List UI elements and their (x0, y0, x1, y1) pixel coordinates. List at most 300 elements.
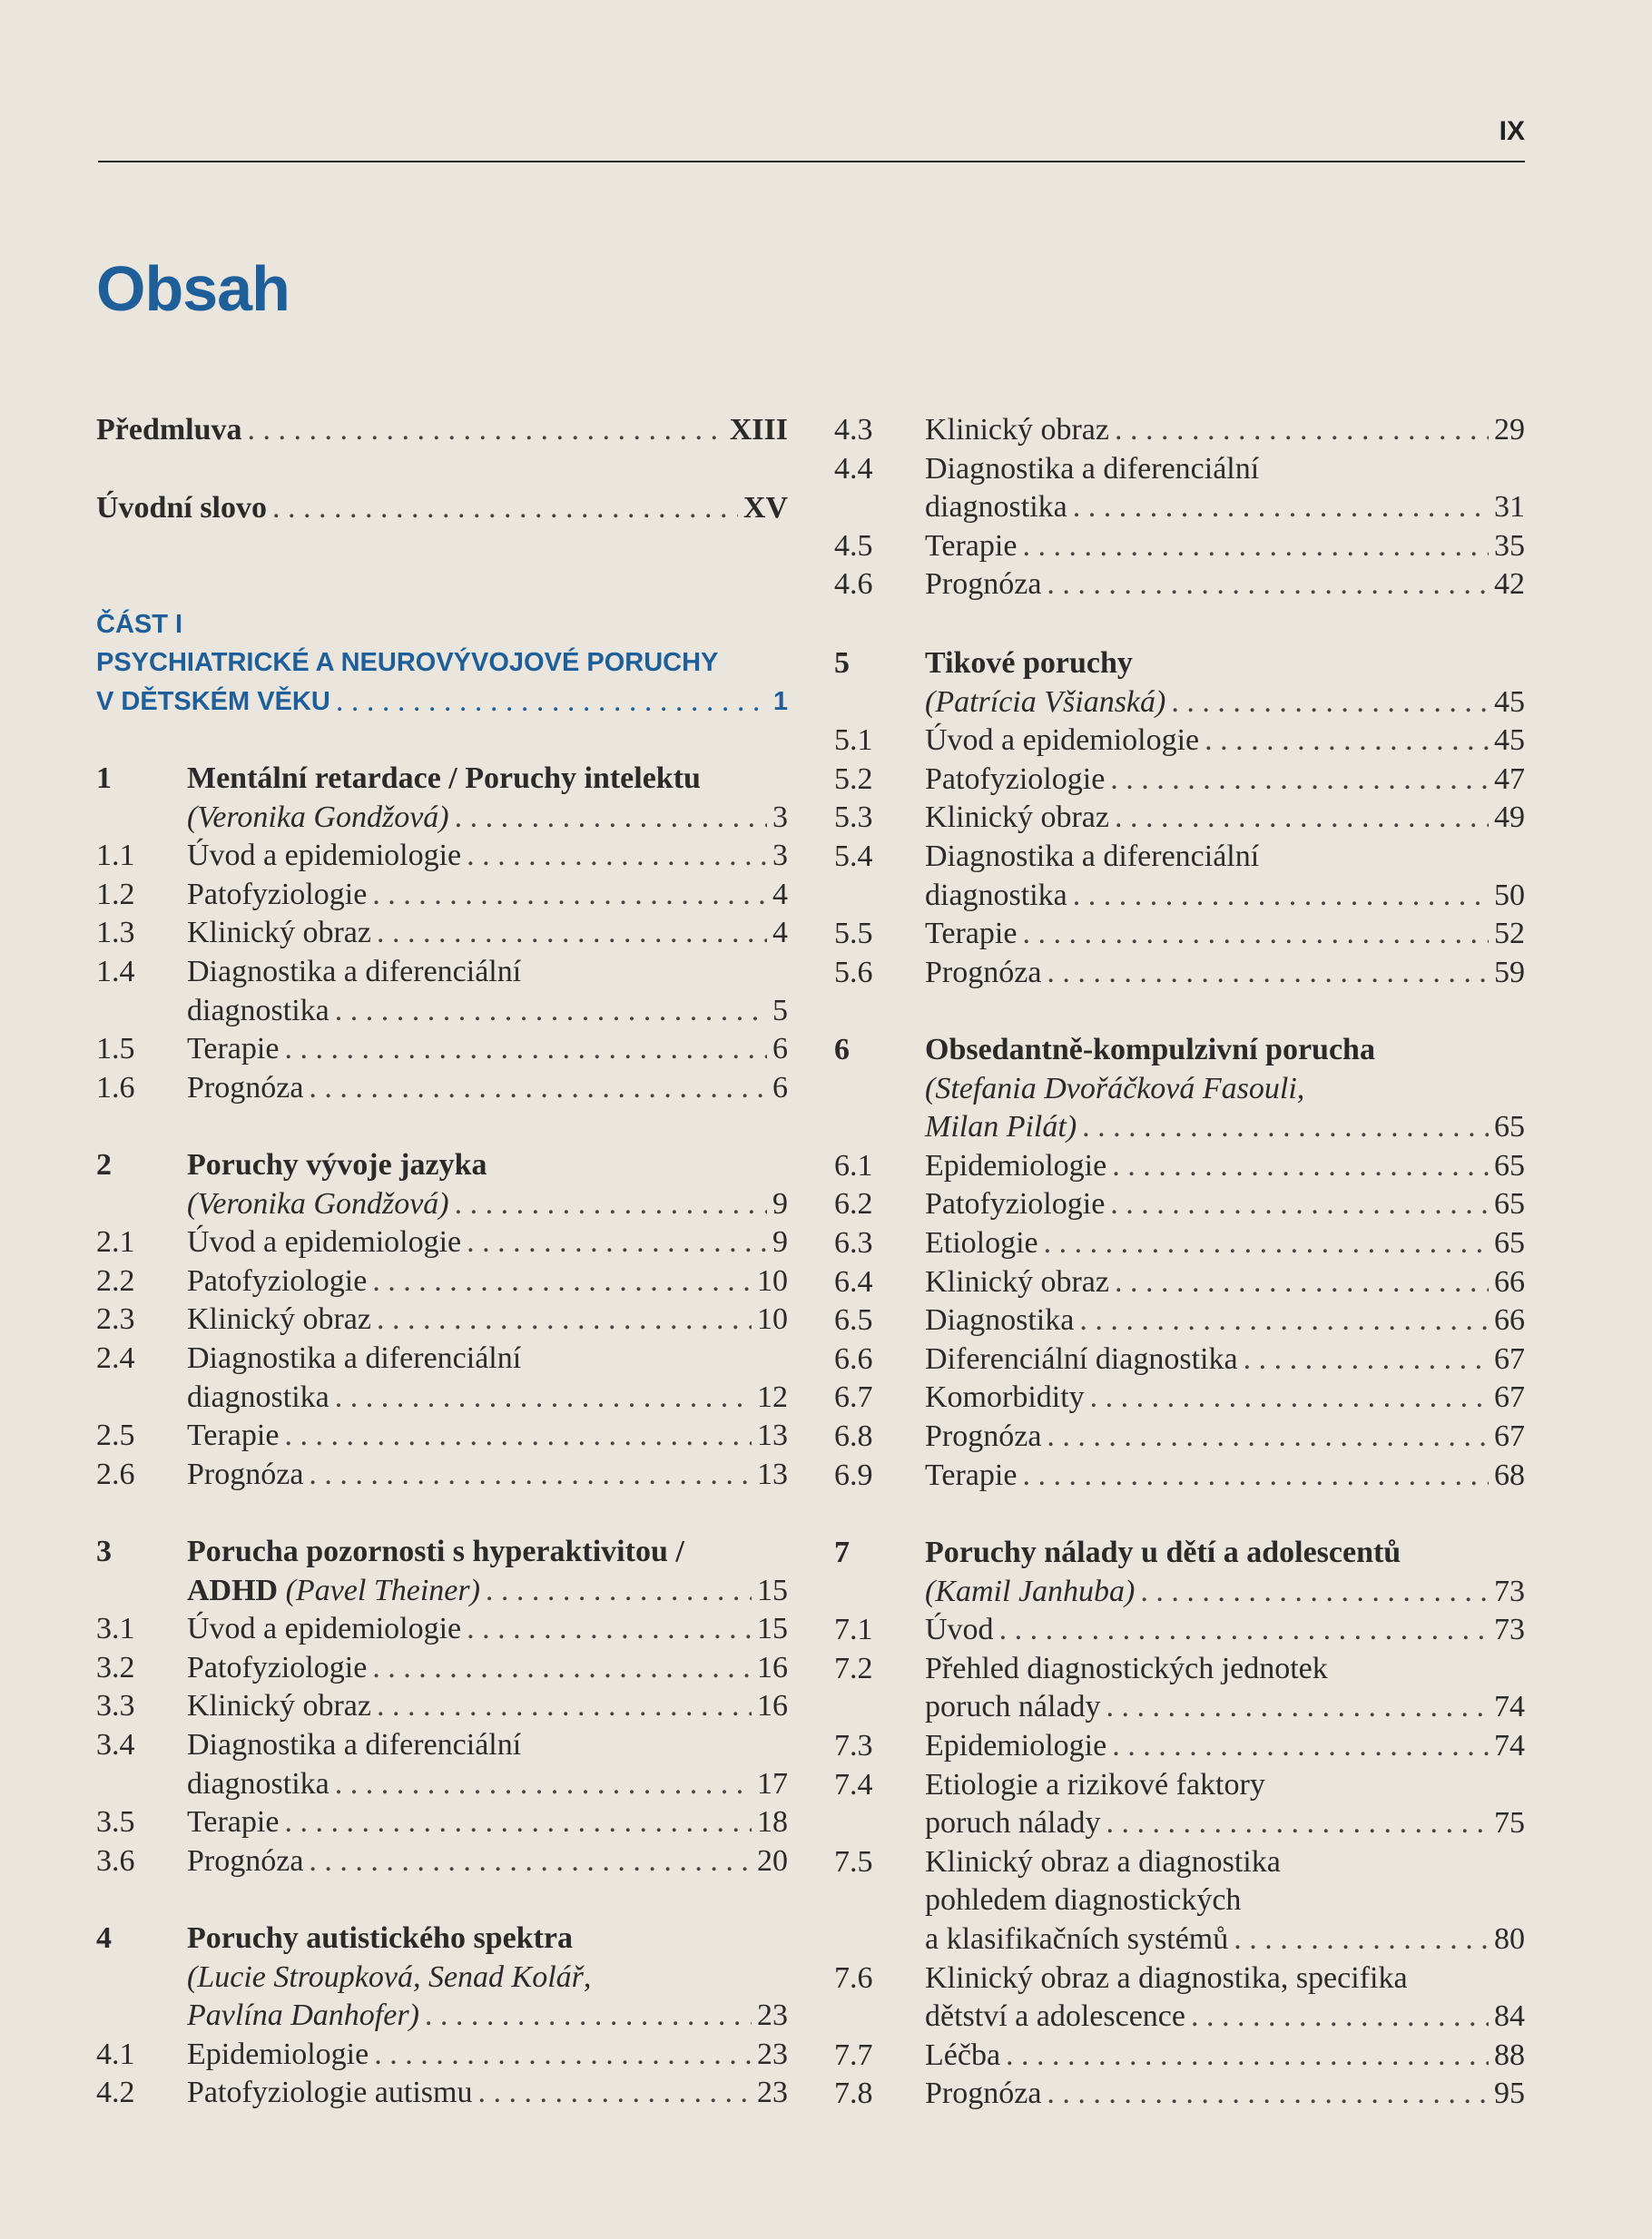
dot-leader (1140, 1572, 1489, 1612)
entry-number: 4.4 (834, 451, 873, 486)
entry-page: 3 (772, 800, 788, 834)
entry-number: 6.1 (834, 1148, 873, 1183)
entry-number: 1.3 (96, 916, 135, 950)
toc-section (96, 1609, 788, 1649)
entry-page: 65 (1494, 1148, 1525, 1183)
toc-section-cont (96, 991, 788, 1031)
section-title: Etiologie (925, 1226, 1038, 1260)
entry-number: 6.6 (834, 1341, 873, 1376)
entry-number: 5.5 (834, 917, 873, 951)
toc-section (96, 875, 788, 915)
dot-leader (999, 1610, 1489, 1650)
toc-chapter-author-cont (96, 1996, 788, 2036)
dot-leader (1115, 410, 1489, 450)
section-title: Úvod a epidemiologie (187, 1225, 462, 1260)
part-title-line2 (96, 682, 788, 722)
dot-leader (272, 488, 738, 528)
chapter-author: (Lucie Stroupková, Senad Kolář, (187, 1959, 592, 1994)
entry-page: 45 (1494, 723, 1525, 758)
entry-number: 6.2 (834, 1187, 873, 1222)
toc-section-cont (834, 1687, 1525, 1727)
entry-page: 52 (1494, 917, 1525, 951)
section-title-cont: diagnostika (187, 1380, 329, 1414)
toc-section (96, 1455, 788, 1495)
toc-front-foreword (96, 410, 788, 450)
entry-page: 10 (757, 1302, 788, 1337)
entry-page: 12 (757, 1380, 788, 1414)
chapter-author-cont: Milan Pilát) (925, 1110, 1077, 1144)
toc-section (834, 1146, 1525, 1186)
toc-section (834, 410, 1525, 450)
section-title: Prognóza (925, 567, 1042, 602)
dot-leader (284, 1802, 752, 1842)
dot-leader (1112, 1726, 1489, 1766)
dot-leader (425, 1996, 752, 2036)
section-title-cont: pohledem diagnostických (925, 1883, 1242, 1918)
dot-leader (1115, 798, 1489, 838)
dot-leader (1244, 1340, 1489, 1380)
dot-leader (284, 1029, 767, 1069)
entry-page: 75 (1494, 1806, 1525, 1841)
entry-page: XV (742, 491, 788, 525)
dot-leader (1047, 1417, 1489, 1457)
toc-chapter (96, 759, 788, 799)
entry-number: 7.5 (834, 1844, 873, 1879)
dot-leader (467, 1609, 752, 1649)
chapter-title: Tikové poruchy (925, 646, 1133, 680)
toc-section (96, 1802, 788, 1842)
toc-section-cont (834, 876, 1525, 916)
section-title: Klinický obraz a diagnostika, specifika (925, 1960, 1408, 1995)
dot-leader (372, 1648, 752, 1688)
toc-chapter-author (96, 1958, 788, 1998)
dot-leader (1090, 1378, 1489, 1418)
toc-section (834, 760, 1525, 800)
toc-section (834, 1765, 1525, 1805)
entry-number: 1.2 (96, 877, 135, 911)
entry-number: 6.5 (834, 1303, 873, 1338)
entry-number: 7 (834, 1536, 850, 1569)
entry-number: 6.3 (834, 1226, 873, 1260)
entry-number: 2.5 (96, 1419, 135, 1453)
entry-page: 88 (1494, 2038, 1525, 2072)
entry-number: 2.6 (96, 1457, 135, 1491)
dot-leader (335, 1378, 752, 1418)
section-title: Patofyziologie (187, 1650, 368, 1684)
entry-page: 6 (772, 1032, 788, 1066)
dot-leader (1205, 721, 1489, 761)
section-title: Klinický obraz a diagnostika (925, 1844, 1281, 1879)
section-title: Klinický obraz (925, 413, 1109, 447)
entry-page: 67 (1494, 1419, 1525, 1453)
entry-number: 1.6 (96, 1070, 135, 1105)
section-title: Klinický obraz (187, 916, 371, 950)
chapter-author: (Kamil Janhuba) (925, 1574, 1136, 1608)
dot-leader (467, 1223, 767, 1262)
section-title-cont: diagnostika (187, 1766, 329, 1801)
section-title: Patofyziologie (187, 1263, 368, 1298)
toc-section (834, 1842, 1525, 1882)
section-title: Klinický obraz (925, 800, 1109, 835)
entry-page: 10 (757, 1263, 788, 1298)
chapter-title: Poruchy nálady u dětí a adolescentů (925, 1536, 1401, 1569)
section-title: Patofyziologie (187, 877, 368, 911)
dot-leader (455, 1184, 767, 1224)
entry-number: 5 (834, 646, 850, 680)
entry-page: 23 (757, 2037, 788, 2071)
dot-leader (1073, 876, 1489, 916)
dot-leader (377, 913, 767, 953)
section-title: Přehled diagnostických jednotek (925, 1651, 1328, 1685)
dot-leader (1047, 2074, 1489, 2114)
dot-leader (336, 682, 768, 722)
dot-leader (1106, 1687, 1489, 1727)
section-title: Epidemiologie (187, 2037, 369, 2071)
toc-chapter-author (96, 798, 788, 838)
dot-leader (1044, 1223, 1489, 1263)
toc-section (96, 1223, 788, 1262)
dot-leader (309, 1841, 752, 1881)
entry-page: 59 (1494, 955, 1525, 989)
entry-page: 45 (1494, 684, 1525, 719)
toc-section (834, 798, 1525, 838)
toc-chapter-cont (96, 1571, 788, 1611)
entry-page: 5 (772, 993, 788, 1027)
chapter-title: Poruchy vývoje jazyka (187, 1148, 487, 1182)
section-title: Diagnostika a diferenciální (925, 451, 1260, 486)
toc-section (96, 1029, 788, 1069)
section-title: Prognóza (187, 1843, 304, 1878)
toc-chapter-author-cont (834, 1107, 1525, 1147)
toc-section (834, 565, 1525, 604)
toc-chapter-author (834, 1572, 1525, 1612)
toc-section (96, 1686, 788, 1726)
entry-page: 74 (1494, 1729, 1525, 1763)
section-title-cont: poruch nálady (925, 1690, 1101, 1724)
toc-section (834, 526, 1525, 566)
dot-leader (455, 798, 767, 838)
section-title-cont: diagnostika (925, 878, 1067, 912)
toc-section (96, 1339, 788, 1379)
dot-leader (248, 410, 724, 450)
section-title: Diagnostika a diferenciální (187, 955, 522, 988)
entry-number: 2.3 (96, 1302, 135, 1337)
toc-section (834, 1340, 1525, 1380)
toc-section (96, 1068, 788, 1108)
dot-leader (374, 2035, 752, 2075)
entry-page: 3 (772, 839, 788, 873)
section-title: Diagnostika (925, 1303, 1075, 1338)
chapter-title: Porucha pozornosti s hyperaktivitou / (187, 1535, 684, 1568)
chapter-title: Poruchy autistického spektra (187, 1921, 573, 1955)
chapter-title-cont: ADHD (187, 1573, 279, 1607)
toc-section (834, 837, 1525, 877)
section-title: Epidemiologie (925, 1729, 1107, 1763)
toc-section (96, 1262, 788, 1301)
entry-page: 73 (1494, 1613, 1525, 1647)
section-title: Terapie (925, 917, 1018, 951)
entry-number: 7.6 (834, 1960, 873, 1995)
entry-number: 4.5 (834, 528, 873, 563)
entry-page: 73 (1494, 1574, 1525, 1608)
entry-page: 15 (757, 1573, 788, 1607)
chapter-author: (Veronika Gondžová) (187, 1186, 449, 1221)
entry-page: 74 (1494, 1690, 1525, 1724)
entry-number: 1 (96, 761, 112, 795)
entry-number: 3.1 (96, 1612, 135, 1646)
toc-section (96, 1841, 788, 1881)
entry-page: 13 (757, 1457, 788, 1491)
header-rule (98, 161, 1525, 162)
dot-leader (1022, 1456, 1489, 1496)
section-title: Prognóza (187, 1457, 304, 1491)
toc-section (96, 1725, 788, 1765)
entry-number: 7.8 (834, 2077, 873, 2111)
entry-page: 20 (757, 1843, 788, 1878)
entry-page: XIII (729, 413, 788, 447)
chapter-author: (Pavel Theiner) (285, 1573, 480, 1607)
toc-section (834, 1184, 1525, 1224)
entry-number: 5.2 (834, 761, 873, 796)
entry-number: 4.2 (96, 2076, 135, 2110)
toc-section (834, 1959, 1525, 1998)
dot-leader (1234, 1920, 1489, 1959)
entry-number: 4.3 (834, 413, 873, 447)
entry-page: 9 (772, 1225, 788, 1260)
entry-page: 65 (1494, 1110, 1525, 1144)
entry-number: 3.5 (96, 1805, 135, 1840)
entry-page: 68 (1494, 1458, 1525, 1492)
entry-page: 16 (757, 1650, 788, 1684)
section-title: Komorbidity (925, 1380, 1085, 1415)
page-title: Obsah (96, 253, 290, 324)
section-title-cont: a klasifikačních systémů (925, 1922, 1229, 1956)
entry-number: 1.4 (96, 955, 135, 988)
section-title-cont: dětství a adolescence (925, 1999, 1185, 2034)
entry-page: 50 (1494, 878, 1525, 912)
entry-number: 7.1 (834, 1613, 873, 1647)
toc-section-cont (96, 1764, 788, 1804)
entry-page: 65 (1494, 1187, 1525, 1222)
intro-title: Úvodní slovo (96, 491, 267, 525)
chapter-author-cont: Pavlína Danhofer) (187, 1998, 419, 2033)
dot-leader (1171, 683, 1489, 722)
entry-page: 35 (1494, 528, 1525, 563)
dot-leader (1191, 1997, 1489, 2037)
entry-page: 13 (757, 1419, 788, 1453)
toc-section-cont (834, 487, 1525, 527)
dot-leader (1047, 565, 1489, 604)
entry-number: 1.5 (96, 1032, 135, 1066)
chapter-author: (Patrícia Všianská) (925, 684, 1166, 719)
toc-section (834, 1456, 1525, 1496)
chapter-title: Obsedantně-kompulzivní porucha (925, 1033, 1375, 1066)
entry-page: 66 (1494, 1303, 1525, 1338)
section-title: Diferenciální diagnostika (925, 1341, 1238, 1376)
dot-leader (284, 1416, 752, 1456)
entry-number: 2.2 (96, 1263, 135, 1298)
entry-page: 4 (772, 916, 788, 950)
foreword-title: Předmluva (96, 413, 242, 447)
toc-section (96, 1648, 788, 1688)
entry-page: 16 (757, 1689, 788, 1723)
entry-number: 6.7 (834, 1380, 873, 1415)
dot-leader (309, 1068, 767, 1108)
toc-section-cont (834, 1881, 1525, 1920)
entry-page: 15 (757, 1612, 788, 1646)
section-title: Klinický obraz (925, 1264, 1109, 1299)
dot-leader (477, 2073, 752, 2113)
toc-section (834, 449, 1525, 489)
entry-number: 3.2 (96, 1650, 135, 1684)
entry-number: 5.4 (834, 840, 873, 873)
section-title: Prognóza (187, 1070, 304, 1105)
dot-leader (309, 1455, 752, 1495)
toc-chapter-author (834, 683, 1525, 722)
toc-section-cont (834, 1997, 1525, 2037)
section-title-cont: diagnostika (925, 490, 1067, 525)
dot-leader (1110, 1184, 1489, 1224)
toc-section (96, 952, 788, 992)
section-title: Prognóza (925, 2077, 1042, 2111)
entry-number: 2 (96, 1148, 112, 1182)
chapter-title: Mentální retardace / Poruchy intelektu (187, 761, 701, 795)
dot-leader (1112, 1146, 1489, 1186)
part-title-line1: PSYCHIATRICKÉ A NEUROVÝVOJOVÉ PORUCHY (96, 648, 719, 677)
section-title: Diagnostika a diferenciální (925, 840, 1260, 873)
entry-number: 6 (834, 1033, 850, 1066)
entry-page: 6 (772, 1070, 788, 1105)
toc-section-cont (834, 1803, 1525, 1843)
dot-leader (1082, 1107, 1489, 1147)
toc-section (834, 914, 1525, 954)
dot-leader (372, 1262, 752, 1301)
section-title: Úvod a epidemiologie (187, 839, 462, 873)
section-title: Diagnostika a diferenciální (187, 1341, 522, 1375)
page-number: IX (1499, 116, 1525, 146)
dot-leader (1106, 1803, 1489, 1843)
toc-chapter (96, 1919, 788, 1959)
dot-leader (372, 875, 767, 915)
entry-page: 49 (1494, 800, 1525, 835)
part-title-text: V DĚTSKÉM VĚKU (96, 687, 330, 716)
entry-page: 95 (1494, 2077, 1525, 2111)
section-title: Patofyziologie autismu (187, 2076, 473, 2110)
toc-chapter (96, 1532, 788, 1572)
entry-number: 6.8 (834, 1419, 873, 1453)
section-title: Terapie (925, 528, 1018, 563)
toc-section-cont (834, 1920, 1525, 1959)
entry-number: 7.3 (834, 1729, 873, 1763)
dot-leader (467, 836, 767, 876)
entry-number: 6.4 (834, 1264, 873, 1299)
dot-leader (377, 1300, 752, 1340)
entry-page: 42 (1494, 567, 1525, 602)
toc-chapter-author (834, 1069, 1525, 1109)
entry-number: 7.2 (834, 1651, 873, 1685)
toc-section (834, 1610, 1525, 1650)
dot-leader (1022, 526, 1489, 566)
section-title: Léčba (925, 2038, 1001, 2072)
toc-chapter (96, 1145, 788, 1185)
dot-leader (377, 1686, 752, 1726)
entry-number: 2.4 (96, 1341, 135, 1375)
section-title: Úvod a epidemiologie (925, 723, 1200, 758)
entry-number: 5.3 (834, 800, 873, 835)
dot-leader (1110, 760, 1489, 800)
section-title: Etiologie a rizikové faktory (925, 1767, 1265, 1802)
toc-section (96, 2035, 788, 2075)
toc-section (96, 836, 788, 876)
entry-page: 17 (757, 1766, 788, 1801)
toc-chapter-author (96, 1184, 788, 1224)
entry-page: 23 (757, 2076, 788, 2110)
toc-section (96, 2073, 788, 2113)
entry-number: 6.9 (834, 1458, 873, 1492)
section-title: Epidemiologie (925, 1148, 1107, 1183)
section-title: Terapie (187, 1419, 280, 1453)
section-title: Diagnostika a diferenciální (187, 1728, 522, 1762)
section-title: Terapie (187, 1032, 280, 1066)
dot-leader (335, 1764, 752, 1804)
entry-number: 3.4 (96, 1728, 135, 1762)
dot-leader (1022, 914, 1489, 954)
entry-page: 65 (1494, 1226, 1525, 1260)
entry-number: 5.6 (834, 955, 873, 989)
entry-number: 2.1 (96, 1225, 135, 1260)
entry-number: 4.6 (834, 567, 873, 602)
toc-chapter (834, 643, 1525, 683)
section-title: Úvod a epidemiologie (187, 1612, 462, 1646)
toc-section (96, 913, 788, 953)
entry-page: 80 (1494, 1922, 1525, 1956)
entry-number: 3 (96, 1535, 112, 1568)
section-title-cont: poruch nálady (925, 1806, 1101, 1841)
entry-page: 9 (772, 1186, 788, 1221)
toc-section (834, 1726, 1525, 1766)
entry-number: 5.1 (834, 723, 873, 758)
section-title: Klinický obraz (187, 1689, 371, 1723)
toc-chapter (834, 1533, 1525, 1573)
chapter-author: (Veronika Gondžová) (187, 800, 449, 834)
toc-chapter (834, 1030, 1525, 1070)
section-title-cont: diagnostika (187, 993, 329, 1027)
entry-number: 4.1 (96, 2037, 135, 2071)
part-label: ČÁST I (96, 610, 183, 639)
section-title: Patofyziologie (925, 1187, 1106, 1222)
entry-page: 47 (1494, 761, 1525, 796)
toc-section (834, 1417, 1525, 1457)
section-title: Terapie (925, 1458, 1018, 1492)
entry-page: 29 (1494, 413, 1525, 447)
toc-section (96, 1300, 788, 1340)
toc-section (834, 1378, 1525, 1418)
entry-number: 3.3 (96, 1689, 135, 1723)
chapter-author: (Stefania Dvořáčková Fasouli, (925, 1071, 1305, 1105)
entry-page: 67 (1494, 1380, 1525, 1415)
entry-number: 7.4 (834, 1767, 873, 1802)
toc-section (834, 1301, 1525, 1340)
entry-page: 4 (772, 877, 788, 911)
dot-leader (486, 1571, 752, 1611)
entry-page: 67 (1494, 1341, 1525, 1376)
dot-leader (1115, 1262, 1489, 1302)
toc-section (96, 1416, 788, 1456)
dot-leader (1006, 2036, 1489, 2076)
dot-leader (335, 991, 767, 1031)
dot-leader (1079, 1301, 1489, 1340)
dot-leader (1073, 487, 1489, 527)
